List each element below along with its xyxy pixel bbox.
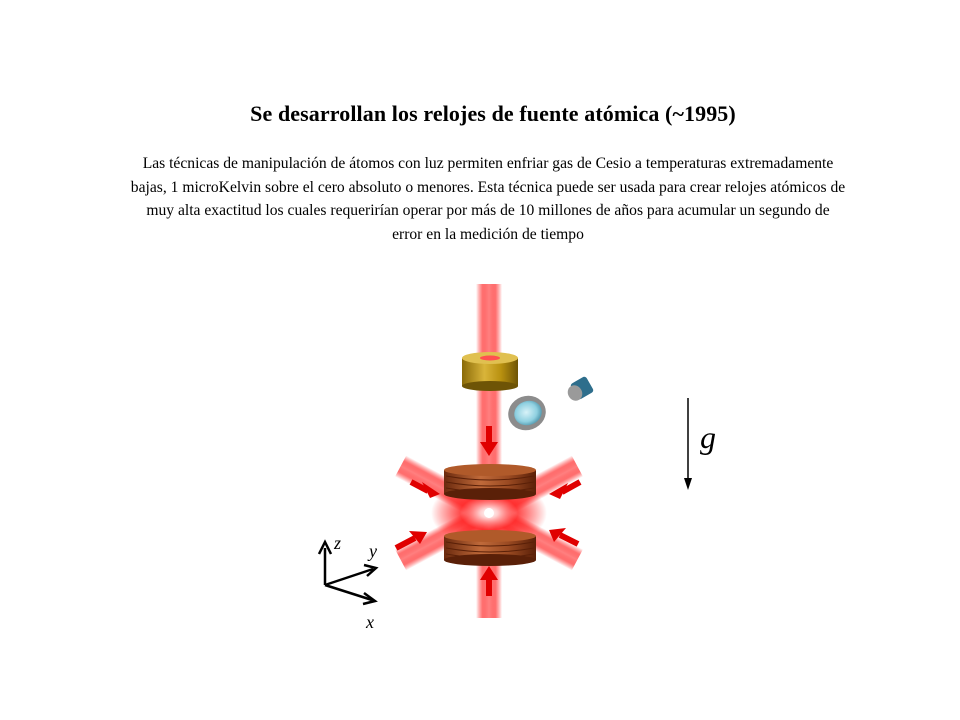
microwave-cavity [462, 352, 518, 391]
magnetic-coil-top [444, 464, 536, 500]
cesium-oven [565, 376, 594, 404]
axis-label-y: y [369, 541, 377, 561]
axis-label-x: x [366, 612, 374, 632]
slide-body-text: Las técnicas de manipulación de átomos con luz permiten enfriar gas de Cesio a temperaturas extremadamente bajas, 1 microKelvin sobre el cero absoluto o menores. Esta técnica puede ser usada para crear relojes atómicos de muy alta exactitud los cuales requerirían operar por más de 10 millones de años para acumular un segundo de error en la medición de tiempo [130, 155, 846, 243]
gravity-arrow [684, 398, 692, 490]
magnetic-coil-bottom [444, 530, 536, 566]
axis-label-z: z [334, 533, 342, 553]
gravity-label: g [700, 419, 716, 455]
detector-lens [503, 391, 550, 436]
atom-cloud-core [484, 508, 494, 518]
coordinate-axes [319, 542, 376, 604]
slide-title: Se desarrollan los relojes de fuente atómica (~1995) [250, 101, 736, 126]
